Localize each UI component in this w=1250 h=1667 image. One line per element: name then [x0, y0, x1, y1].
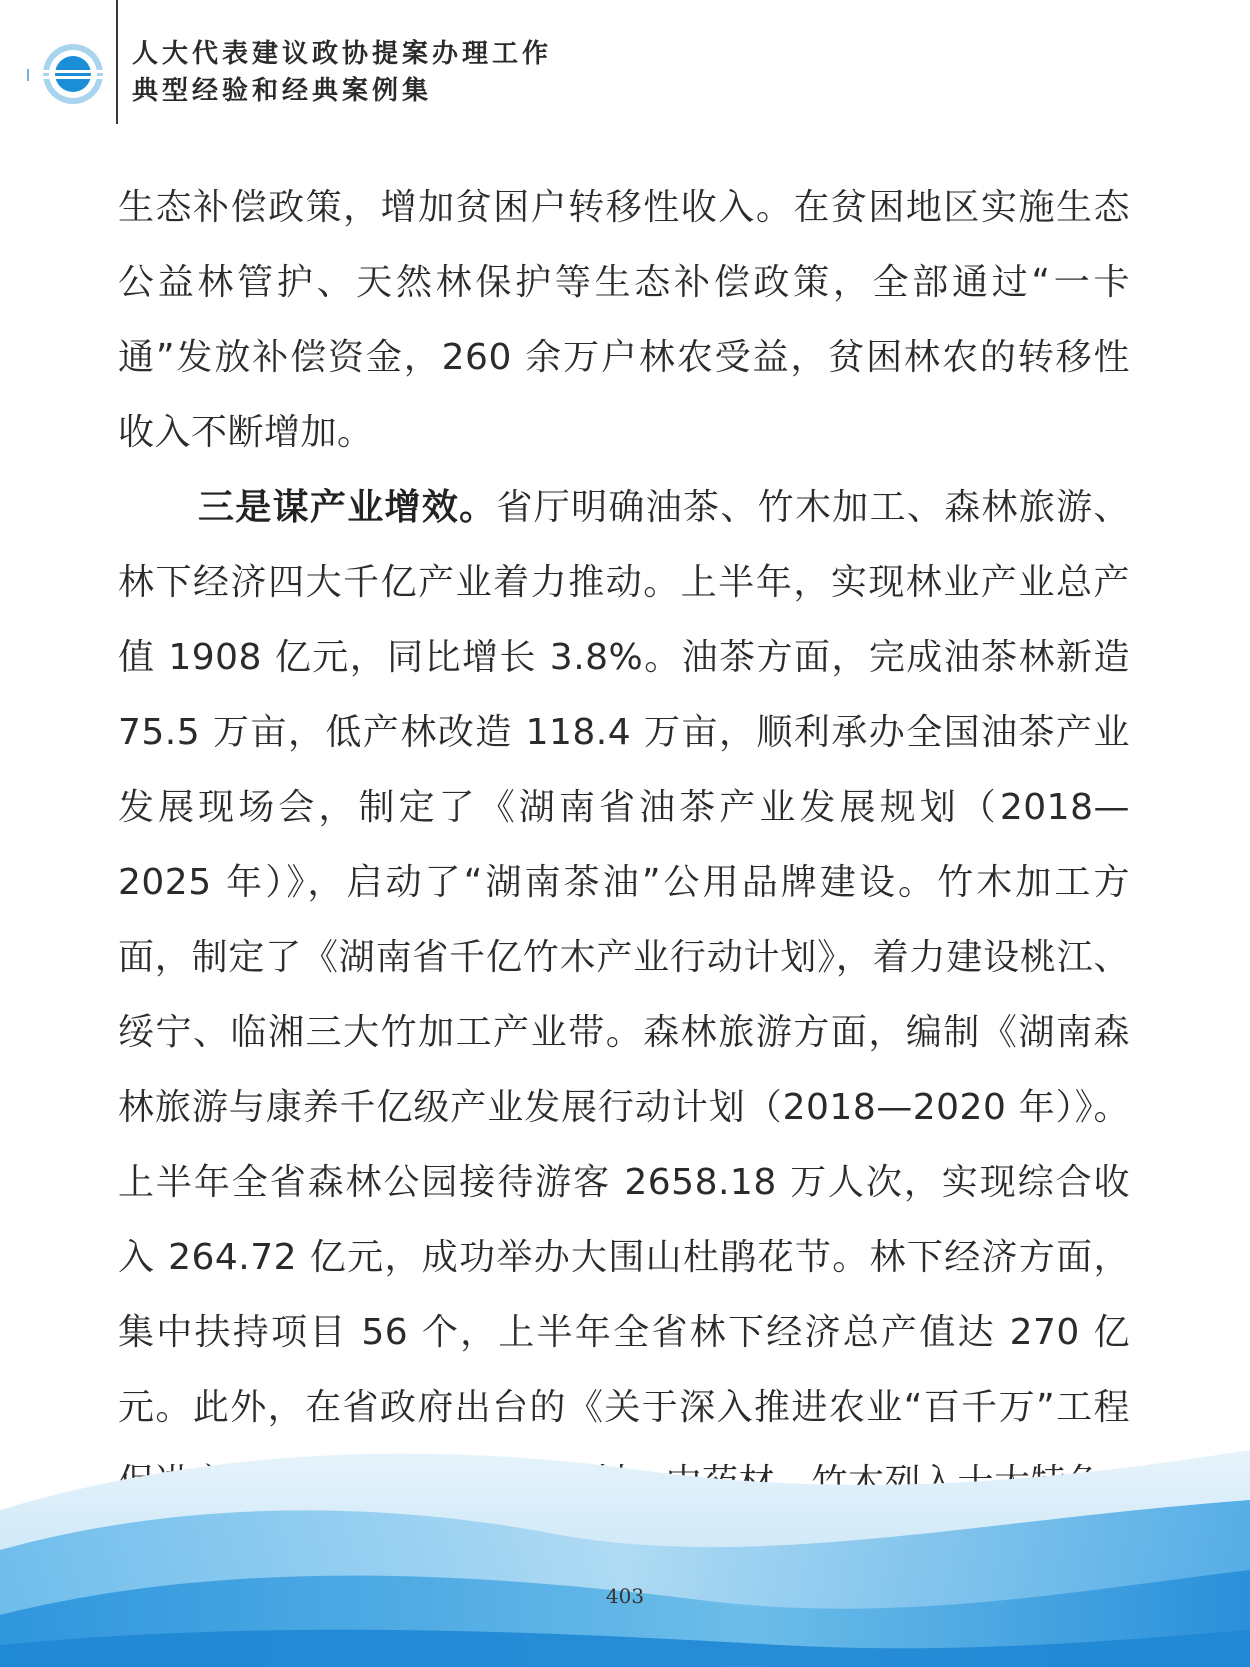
page-header: [0, 0, 1250, 125]
header-divider: [116, 0, 118, 124]
book-title-line-2: 典型经验和经典案例集: [132, 76, 433, 106]
paragraph-2-text: 省厅明确油茶、竹木加工、森林旅游、林下经济四大千亿产业着力推动。上半年，实现林业产业总产值 1908 亿元，同比增长 3.8%。油茶方面，完成油茶林新造 75.5 万亩，低产林改造 118.4 万亩，顺利承办全国油茶产业发展现场会，制定了《湖南省油茶产业发展规划（2018—2025 年）》，启动了“湖南茶油”公用品牌建设。竹木加工方面，制定了《湖南省千亿竹木产业行动计划》，着力建设桃江、绥宁、临湘三大竹加工产业带。森林旅游方面，编制《湖南森林旅游与康养千亿级产业发展行动计划（2018—2020 年）》。上半年全省森林公园接待游客 2658.18 万人次，实现综合收入 264.72 亿元，成功举办大围山杜鹃花节。林下经济方面，集中扶持项目 56 个，上半年全省林下经济总产值达 270 亿元。此外，在省政府出台的《关于深入推进农业“百千万”工程 料、中药材、竹木列入十大特色: [118, 487, 1130, 1503]
body-paragraph-2: [118, 470, 1130, 1520]
book-title: [132, 36, 552, 110]
header-tick-mark: [27, 69, 29, 81]
paragraph-lead-heading: 三是谋产业增效。: [198, 487, 497, 528]
book-logo-icon: [40, 41, 106, 107]
body-paragraph-1: 生态补偿政策，增加贫困户转移性收入。在贫困地区实施生态公益林管护、天然林保护等生态补偿政策，全部通过“一卡通”发放补偿资金，260 余万户林农受益，贫困林农的转移性收入不断增加。: [118, 187, 1130, 453]
page-number: 403: [605, 1584, 645, 1608]
book-title-line-1: 人大代表建议政协提案办理工作: [132, 39, 553, 69]
footer-wave-decoration: [0, 1440, 1250, 1667]
page-body: [118, 170, 1130, 1520]
